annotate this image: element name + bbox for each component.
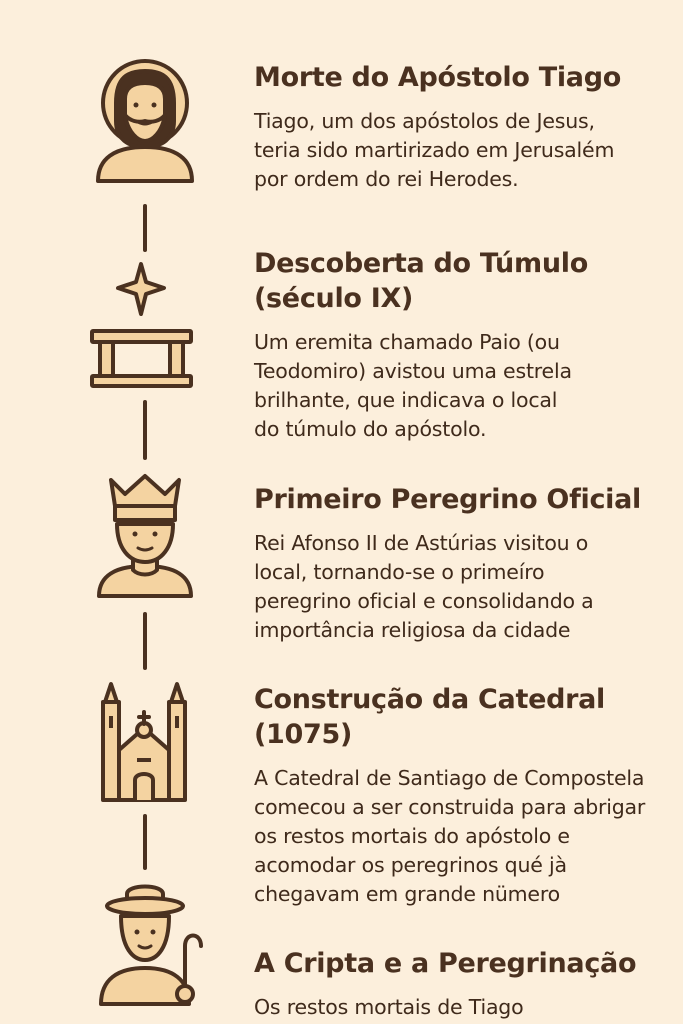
timeline-connector	[143, 204, 147, 252]
crowned-king-icon	[93, 472, 198, 600]
timeline-entry-3	[254, 482, 674, 645]
entry-title: Descoberta do Túmulo (século IX)	[254, 248, 588, 314]
entry-title: A Cripta e a Peregrinação	[254, 948, 637, 979]
star-tomb-icon	[88, 260, 198, 390]
timeline-entry-5	[254, 946, 674, 1022]
entry-text: Rei Afonso II de Astúrias visitou o local, tornando-se o primeíro peregrino oficial e consolidando a importância religiosa da cidade	[254, 531, 594, 642]
timeline-connector	[143, 814, 147, 870]
entry-text: A Catedral de Santiago de Compostela comecou a ser construida para abrigar os restos mortais do apóstolo e acomodar os peregrinos qué jà chegavam em grande nümero	[254, 766, 646, 906]
pilgrim-icon	[93, 876, 208, 1008]
timeline-connector	[143, 612, 147, 670]
entry-text: Um eremita chamado Paio (ou Teodomiro) avistou uma estrela brilhante, que indicava o local do túmulo do apóstolo.	[254, 330, 572, 441]
entry-text: Os restos mortais de Tiago	[254, 995, 524, 1019]
timeline-entry-1	[254, 60, 674, 194]
timeline-entry-2	[254, 246, 674, 444]
entry-text: Tiago, um dos apóstolos de Jesus, teria sido martirizado em Jerusalém por ordem do rei Herodes.	[254, 109, 615, 191]
timeline-entry-4	[254, 682, 674, 909]
apostle-halo-icon	[92, 55, 202, 185]
timeline-connector	[143, 400, 147, 460]
entry-title: Construção da Catedral (1075)	[254, 684, 605, 750]
entry-title: Morte do Apóstolo Tiago	[254, 62, 622, 93]
entry-title: Primeiro Peregrino Oficial	[254, 484, 642, 515]
cathedral-icon	[97, 680, 193, 804]
